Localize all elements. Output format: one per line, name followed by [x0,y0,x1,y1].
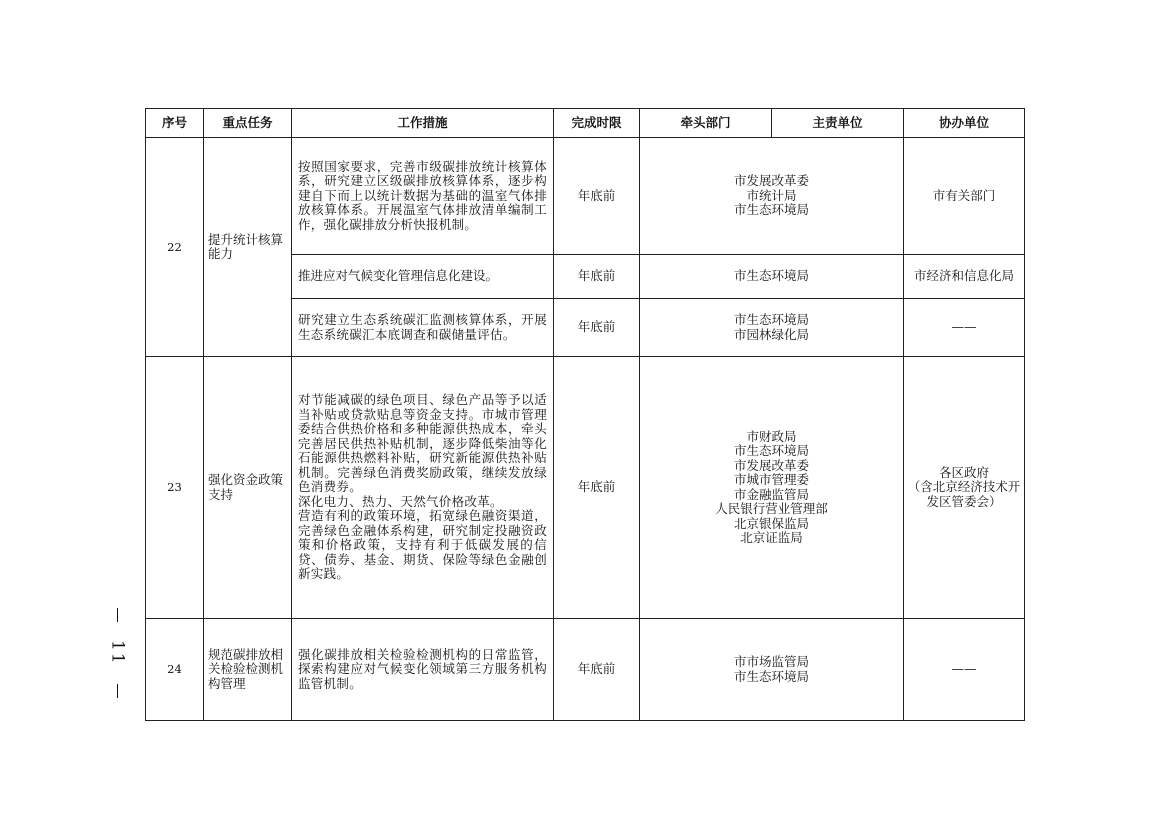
row-measure: 推进应对气候变化管理信息化建设。 [292,255,554,299]
row-lead: 市市场监管局 市生态环境局 [640,619,904,721]
row-measure: 按照国家要求，完善市级碳排放统计核算体系，研究建立区级碳排放核算体系，逐步构建自下而上以统计数据为基础的温室气体排放核算体系。开展温室气体排放清单编制工作，强化碳排放分析快报机制。 [292,138,554,255]
table-row [146,138,1025,255]
page-number-dash-bottom [117,684,118,698]
row-seq: 22 [146,138,204,357]
row-task: 规范碳排放相关检验检测机构管理 [204,619,292,721]
header-assist: 协办单位 [904,109,1025,138]
header-task: 重点任务 [204,109,292,138]
row-lead: 市生态环境局 [640,255,904,299]
row-deadline: 年底前 [554,255,640,299]
row-assist: —— [904,299,1025,357]
row-lead: 市发展改革委 市统计局 市生态环境局 [640,138,904,255]
page-number-dash-top [117,608,118,622]
table-row [146,357,1025,619]
header-measure: 工作措施 [292,109,554,138]
row-deadline: 年底前 [554,138,640,255]
row-assist: 各区政府 （含北京经济技术开发区管委会） [904,357,1025,619]
row-task: 强化资金政策支持 [204,357,292,619]
row-seq: 24 [146,619,204,721]
header-main: 主责单位 [772,109,904,138]
row-assist: 市有关部门 [904,138,1025,255]
row-measure: 强化碳排放相关检验检测机构的日常监管，探索构建应对气候变化领域第三方服务机构监管机制。 [292,619,554,721]
row-deadline: 年底前 [554,299,640,357]
page-number-value: 11 [107,640,128,666]
page-number [106,608,128,698]
header-lead: 牵头部门 [640,109,772,138]
row-task: 提升统计核算能力 [204,138,292,357]
row-measure: 对节能减碳的绿色项目、绿色产品等予以适当补贴或贷款贴息等资金支持。市城市管理委结合供热价格和多种能源供热成本，牵头完善居民供热补贴机制，逐步降低柴油等化石能源供热燃料补贴，研究新能源供热补贴机制。完善绿色消费奖励政策，继续发放绿色消费券。 深化电力、热力、天然气价格改革。 营造有利的政策环境，拓宽绿色融资渠道，完善绿色金融体系构建，研究制定投融资政策和价格政策，支持有利于低碳发展的信贷、债券、基金、期货、保险等绿色金融创新实践。 [292,357,554,619]
table-row [146,619,1025,721]
task-table [145,108,1025,721]
row-lead: 市财政局 市生态环境局 市发展改革委 市城市管理委 市金融监管局 人民银行营业管理部 北京银保监局 北京证监局 [640,357,904,619]
row-deadline: 年底前 [554,619,640,721]
table-header-row [146,109,1025,138]
row-lead: 市生态环境局 市园林绿化局 [640,299,904,357]
header-seq: 序号 [146,109,204,138]
row-measure: 研究建立生态系统碳汇监测核算体系，开展生态系统碳汇本底调查和碳储量评估。 [292,299,554,357]
row-seq: 23 [146,357,204,619]
header-deadline: 完成时限 [554,109,640,138]
row-deadline: 年底前 [554,357,640,619]
row-assist: 市经济和信息化局 [904,255,1025,299]
row-assist: —— [904,619,1025,721]
